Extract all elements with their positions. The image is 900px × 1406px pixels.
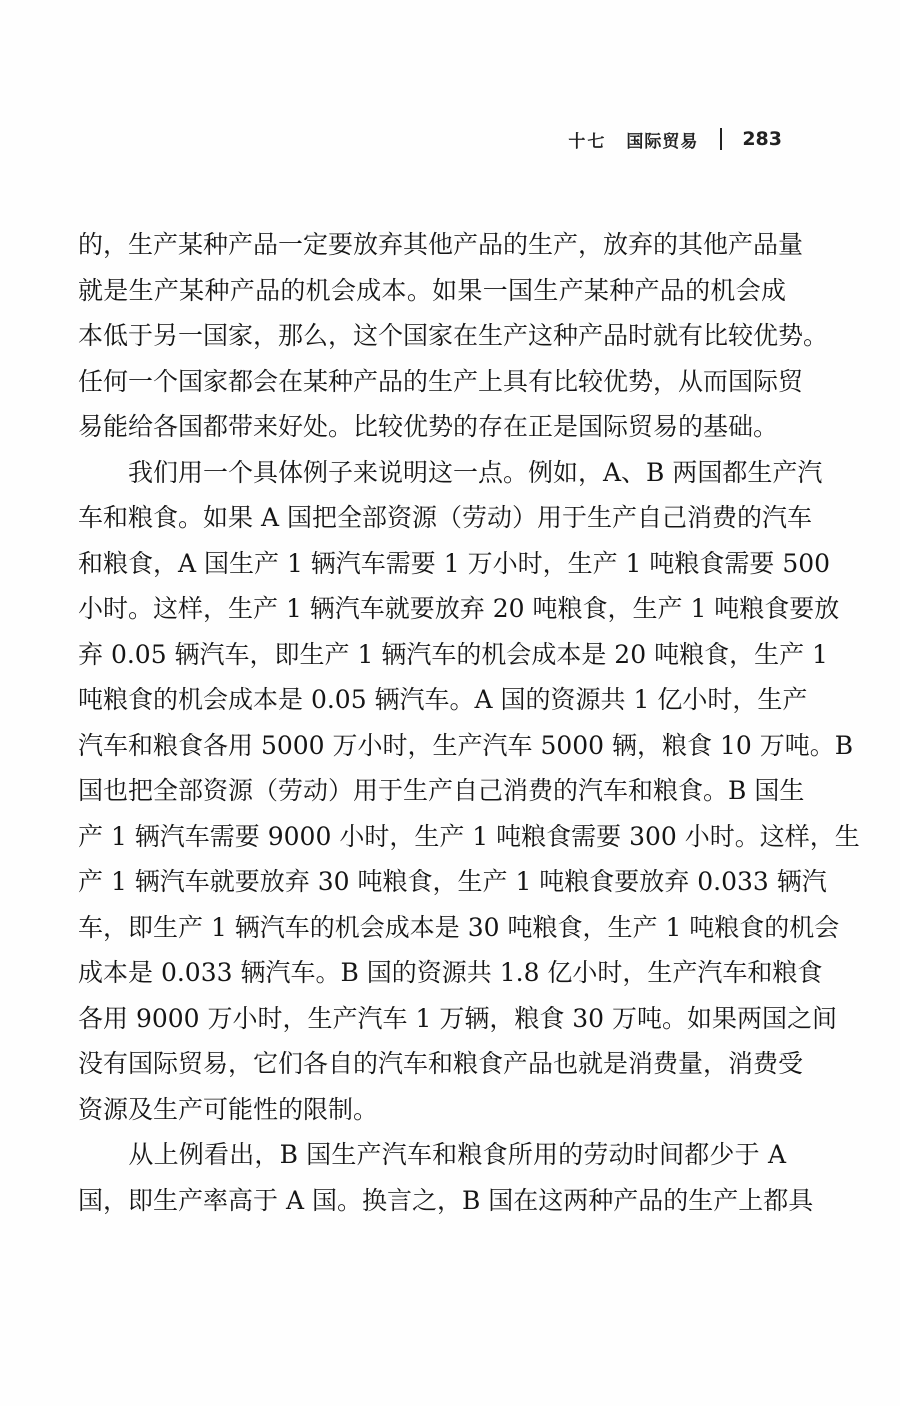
text-line: 吨粮食的机会成本是 0.05 辆汽车。A 国的资源共 1 亿小时，生产 bbox=[78, 685, 808, 714]
text-line: 车，即生产 1 辆汽车的机会成本是 30 吨粮食，生产 1 吨粮食的机会 bbox=[78, 912, 840, 942]
paragraph-2 bbox=[78, 450, 860, 1133]
text-line: 国也把全部资源（劳动）用于生产自己消费的汽车和粮食。B 国生 bbox=[78, 776, 805, 805]
text-line: 各用 9000 万小时，生产汽车 1 万辆，粮食 30 万吨。如果两国之间 bbox=[78, 1003, 838, 1033]
text-line: 没有国际贸易，它们各自的汽车和粮食产品也就是消费量，消费受 bbox=[78, 1049, 804, 1078]
text-line: 小时。这样，生产 1 辆汽车就要放弃 20 吨粮食，生产 1 吨粮食要放 bbox=[78, 594, 840, 623]
body-text bbox=[78, 222, 860, 1223]
text-line: 任何一个国家都会在某种产品的生产上具有比较优势，从而国际贸 bbox=[78, 366, 804, 396]
text-line: 就是生产某种产品的机会成本。如果一国生产某种产品的机会成 bbox=[78, 275, 786, 305]
text-line: 资源及生产可能性的限制。 bbox=[78, 1094, 379, 1124]
text-line: 和粮食，A 国生产 1 辆汽车需要 1 万小时，生产 1 吨粮食需要 500 bbox=[78, 548, 831, 578]
paragraph-3 bbox=[78, 1132, 814, 1223]
text-line: 车和粮食。如果 A 国把全部资源（劳动）用于生产自己消费的汽车 bbox=[78, 503, 812, 532]
paragraph-1 bbox=[78, 222, 829, 450]
text-line: 成本是 0.033 辆汽车。B 国的资源共 1.8 亿小时，生产汽车和粮食 bbox=[78, 958, 823, 987]
text-line: 易能给各国都带来好处。比较优势的存在正是国际贸易的基础。 bbox=[78, 412, 779, 441]
text-line: 从上例看出，B 国生产汽车和粮食所用的劳动时间都少于 A bbox=[78, 1140, 786, 1169]
page-number: 283 bbox=[742, 128, 782, 150]
text-line: 产 1 辆汽车需要 9000 小时，生产 1 吨粮食需要 300 小时。这样，生 bbox=[78, 821, 860, 851]
header-divider bbox=[720, 128, 722, 150]
text-line: 国，即生产率高于 A 国。换言之，B 国在这两种产品的生产上都具 bbox=[78, 1185, 814, 1215]
text-line: 弃 0.05 辆汽车，即生产 1 辆汽车的机会成本是 20 吨粮食，生产 1 bbox=[78, 639, 828, 669]
chapter-title: 国际贸易 bbox=[626, 131, 699, 152]
text-line: 我们用一个具体例子来说明这一点。例如，A、B 两国都生产汽 bbox=[78, 457, 823, 487]
chapter-number: 十七 bbox=[568, 131, 607, 152]
running-head bbox=[568, 124, 782, 154]
text-line: 产 1 辆汽车就要放弃 30 吨粮食，生产 1 吨粮食要放弃 0.033 辆汽 bbox=[78, 867, 827, 896]
text-line: 本低于另一国家，那么，这个国家在生产这种产品时就有比较优势。 bbox=[78, 321, 829, 350]
text-line: 汽车和粮食各用 5000 万小时，生产汽车 5000 辆，粮食 10 万吨。B bbox=[78, 730, 854, 760]
text-line: 的，生产某种产品一定要放弃其他产品的生产，放弃的其他产品量 bbox=[78, 230, 804, 259]
